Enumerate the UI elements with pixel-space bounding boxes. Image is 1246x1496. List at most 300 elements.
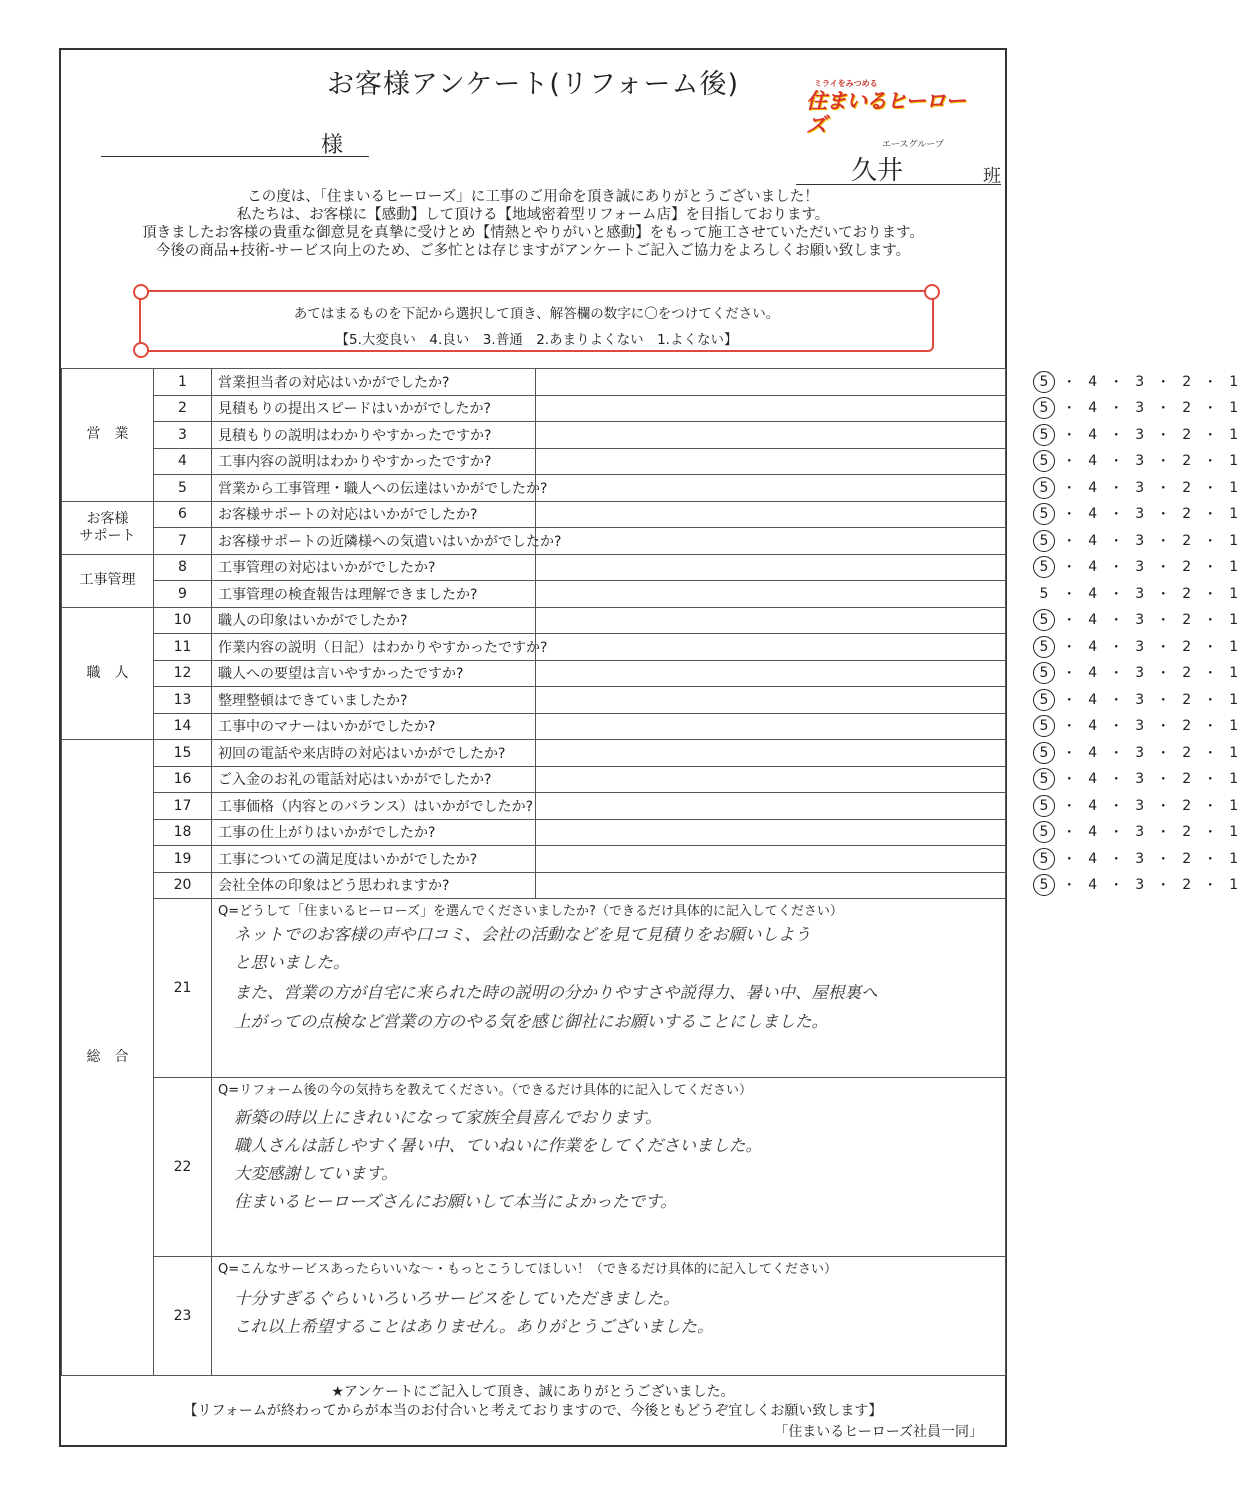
rating-option-3[interactable]: 3 <box>1135 771 1145 788</box>
question-number: 19 <box>154 846 212 873</box>
rating-option-3[interactable]: 3 <box>1135 612 1145 629</box>
rating-separator: ・ <box>1203 639 1218 656</box>
rating-options <box>1032 502 1246 528</box>
handwritten-answer: と思いました。 <box>234 953 350 972</box>
rating-separator: ・ <box>1203 825 1218 842</box>
question-text: 工事管理の対応はいかがでしたか? <box>212 554 536 581</box>
team-suffix: 班 <box>983 166 1001 187</box>
rating-option-2[interactable]: 2 <box>1182 479 1192 496</box>
question-text: 会社全体の印象はどう思われますか? <box>212 872 536 899</box>
rating-separator: ・ <box>1156 480 1171 497</box>
question-number: 4 <box>154 448 212 475</box>
table-row <box>62 740 1006 767</box>
question-text: お客様サポートの近隣様への気遣いはいかがでしたか? <box>212 528 536 555</box>
rating-separator: ・ <box>1156 878 1171 895</box>
rating-separator: ・ <box>1203 533 1218 550</box>
rating-option-1[interactable]: 1 <box>1229 638 1239 655</box>
rating-option-5[interactable]: 5 <box>1039 585 1049 602</box>
intro-line: 頂きましたお客様の貴重な御意見を真摯に受けとめ【情熱とやりがいと感動】をもって施工させていただいております。 <box>142 225 924 241</box>
rating-option-3[interactable]: 3 <box>1135 665 1145 682</box>
rating-option-3[interactable]: 3 <box>1135 691 1145 708</box>
rating-separator: ・ <box>1156 851 1171 868</box>
rating-option-3[interactable]: 3 <box>1135 400 1145 417</box>
category-support <box>62 501 154 554</box>
rating-separator: ・ <box>1109 586 1124 603</box>
rating-separator: ・ <box>1156 401 1171 418</box>
question-number: 2 <box>154 395 212 422</box>
rating-option-2[interactable]: 2 <box>1182 506 1192 523</box>
table-row <box>62 554 1006 581</box>
rating-separator: ・ <box>1062 374 1077 391</box>
rating-option-3[interactable]: 3 <box>1135 850 1145 867</box>
rating-separator: ・ <box>1156 560 1171 577</box>
rating-separator: ・ <box>1109 851 1124 868</box>
footer-signature: 「住まいるヒーローズ社員一同」 <box>774 1424 983 1440</box>
rating-option-2[interactable]: 2 <box>1182 400 1192 417</box>
rating-options <box>1032 661 1246 687</box>
rating-option-2[interactable]: 2 <box>1182 585 1192 602</box>
rating-separator: ・ <box>1109 666 1124 683</box>
rating-option-4[interactable]: 4 <box>1088 559 1098 576</box>
question-number: 11 <box>154 634 212 661</box>
intro-line: 今後の商品+技術-サービス向上のため、ご多忙とは存じますがアンケートご記入ご協力をよろしくお願い致します。 <box>155 243 911 259</box>
question-number: 8 <box>154 554 212 581</box>
table-row <box>62 819 1006 846</box>
rating-separator: ・ <box>1203 772 1218 789</box>
team-name: 久井 <box>851 156 904 186</box>
category-support-line1: お客様 <box>86 510 129 527</box>
question-text: 工事内容の説明はわかりやすかったですか? <box>212 448 536 475</box>
customer-suffix: 様 <box>321 133 344 158</box>
rating-separator: ・ <box>1062 586 1077 603</box>
rating-options <box>1032 846 1246 872</box>
rating-separator: ・ <box>1062 878 1077 895</box>
rating-separator: ・ <box>1203 374 1218 391</box>
rating-scale[interactable] <box>536 369 1239 396</box>
rating-option-5-circled[interactable]: 5 <box>1033 821 1055 843</box>
rating-separator: ・ <box>1109 878 1124 895</box>
rating-option-5-circled[interactable]: 5 <box>1033 636 1055 658</box>
rating-separator: ・ <box>1156 772 1171 789</box>
rating-scale[interactable] <box>536 846 1239 873</box>
rating-separator: ・ <box>1203 878 1218 895</box>
rating-separator: ・ <box>1156 613 1171 630</box>
rating-separator: ・ <box>1109 798 1124 815</box>
rating-scale[interactable] <box>536 766 1239 793</box>
rating-separator: ・ <box>1109 374 1124 391</box>
open-answer-cell[interactable] <box>212 899 1006 1078</box>
rating-option-5-circled[interactable]: 5 <box>1033 397 1055 419</box>
rating-separator: ・ <box>1156 666 1171 683</box>
rating-option-2[interactable]: 2 <box>1182 744 1192 761</box>
rating-separator: ・ <box>1156 507 1171 524</box>
rating-option-3[interactable]: 3 <box>1135 453 1145 470</box>
question-number: 12 <box>154 660 212 687</box>
rating-separator: ・ <box>1203 851 1218 868</box>
rating-option-3[interactable]: 3 <box>1135 718 1145 735</box>
rating-option-3[interactable]: 3 <box>1135 744 1145 761</box>
rating-options <box>1032 793 1246 819</box>
rating-option-5-circled[interactable]: 5 <box>1033 742 1055 764</box>
rating-option-1[interactable]: 1 <box>1229 585 1239 602</box>
rating-options <box>1032 581 1246 607</box>
logo-tagline: ミライをみつめる <box>814 79 878 88</box>
rating-option-5-circled[interactable]: 5 <box>1033 556 1055 578</box>
rating-option-4[interactable]: 4 <box>1088 479 1098 496</box>
rating-separator: ・ <box>1203 692 1218 709</box>
rating-separator: ・ <box>1062 427 1077 444</box>
rating-option-1[interactable]: 1 <box>1229 744 1239 761</box>
category-eigyo: 営 業 <box>62 369 154 502</box>
rating-scale[interactable] <box>536 554 1239 581</box>
rating-separator: ・ <box>1156 427 1171 444</box>
rating-option-1[interactable]: 1 <box>1229 453 1239 470</box>
rating-scale[interactable] <box>536 634 1239 661</box>
open-question-row <box>62 899 1006 1078</box>
rating-option-3[interactable]: 3 <box>1135 373 1145 390</box>
rating-option-1[interactable]: 1 <box>1229 877 1239 894</box>
question-number: 20 <box>154 872 212 899</box>
rating-scale[interactable] <box>536 448 1239 475</box>
open-question-label: Q=こんなサービスあったらいいな～・もっとこうしてほしい！（できるだけ具体的に記入してください） <box>218 1262 837 1277</box>
rating-scale[interactable] <box>536 740 1239 767</box>
question-text: 作業内容の説明（日記）はわかりやすかったですか? <box>212 634 536 661</box>
rating-options <box>1032 767 1246 793</box>
table-row <box>62 528 1006 555</box>
question-number: 5 <box>154 475 212 502</box>
rating-separator: ・ <box>1156 825 1171 842</box>
question-number: 7 <box>154 528 212 555</box>
rating-option-5-circled[interactable]: 5 <box>1033 715 1055 737</box>
rating-option-3[interactable]: 3 <box>1135 638 1145 655</box>
rating-option-4[interactable]: 4 <box>1088 532 1098 549</box>
rating-options <box>1032 873 1246 899</box>
rating-separator: ・ <box>1062 533 1077 550</box>
rating-option-3[interactable]: 3 <box>1135 426 1145 443</box>
rating-option-5-circled[interactable]: 5 <box>1033 768 1055 790</box>
rating-separator: ・ <box>1203 454 1218 471</box>
survey-table <box>61 368 1239 1376</box>
rating-option-4[interactable]: 4 <box>1088 585 1098 602</box>
question-number: 10 <box>154 607 212 634</box>
table-row <box>62 422 1006 449</box>
rating-option-2[interactable]: 2 <box>1182 824 1192 841</box>
rating-separator: ・ <box>1156 745 1171 762</box>
rating-option-1[interactable]: 1 <box>1229 479 1239 496</box>
rating-separator: ・ <box>1062 507 1077 524</box>
rating-option-5-circled[interactable]: 5 <box>1033 874 1055 896</box>
category-support-line2: サポート <box>79 527 136 544</box>
rating-separator: ・ <box>1109 825 1124 842</box>
logo-group: エースグループ <box>882 140 944 150</box>
rating-option-4[interactable]: 4 <box>1088 718 1098 735</box>
intro-line: この度は、「住まいるヒーローズ」に工事のご用命を頂き誠にありがとうございました！ <box>247 189 819 205</box>
rating-separator: ・ <box>1109 745 1124 762</box>
rating-options <box>1032 608 1246 634</box>
table-row <box>62 475 1006 502</box>
scroll-curl-icon <box>924 284 940 300</box>
rating-option-4[interactable]: 4 <box>1088 506 1098 523</box>
rating-option-5-circled[interactable]: 5 <box>1033 477 1055 499</box>
category-sogo: 総 合 <box>62 740 154 1376</box>
rating-separator: ・ <box>1109 613 1124 630</box>
footer-line-2: 【リフォームが終わってからが本当のお付合いと考えておりますので、今後ともどうぞ宜しくお願い致します】 <box>183 1403 883 1419</box>
rating-separator: ・ <box>1062 480 1077 497</box>
question-number: 18 <box>154 819 212 846</box>
rating-separator: ・ <box>1203 719 1218 736</box>
rating-option-3[interactable]: 3 <box>1135 877 1145 894</box>
rating-option-4[interactable]: 4 <box>1088 400 1098 417</box>
question-text: ご入金のお礼の電話対応はいかがでしたか? <box>212 766 536 793</box>
rating-option-4[interactable]: 4 <box>1088 612 1098 629</box>
rating-option-1[interactable]: 1 <box>1229 718 1239 735</box>
question-number: 3 <box>154 422 212 449</box>
question-number: 9 <box>154 581 212 608</box>
rating-options <box>1032 714 1246 740</box>
rating-option-2[interactable]: 2 <box>1182 665 1192 682</box>
rating-option-3[interactable]: 3 <box>1135 559 1145 576</box>
rating-option-1[interactable]: 1 <box>1229 373 1239 390</box>
category-koji: 工事管理 <box>62 554 154 607</box>
rating-option-5-circled[interactable]: 5 <box>1033 424 1055 446</box>
handwritten-answer: これ以上希望することはありません。ありがとうございました。 <box>234 1317 714 1336</box>
rating-separator: ・ <box>1203 613 1218 630</box>
rating-scale[interactable] <box>536 872 1239 899</box>
question-number: 6 <box>154 501 212 528</box>
rating-option-1[interactable]: 1 <box>1229 506 1239 523</box>
rating-options <box>1032 422 1246 448</box>
rating-separator: ・ <box>1203 586 1218 603</box>
open-answer-cell[interactable] <box>212 1257 1006 1376</box>
handwritten-answer: 大変感謝しています。 <box>234 1164 398 1183</box>
rating-separator: ・ <box>1062 401 1077 418</box>
survey-sheet <box>59 48 1239 1447</box>
rating-options <box>1032 740 1246 766</box>
question-number: 1 <box>154 369 212 396</box>
rating-separator: ・ <box>1203 401 1218 418</box>
question-number: 16 <box>154 766 212 793</box>
footer-line-1: ★アンケートにご記入して頂き、誠にありがとうございました。 <box>331 1384 735 1400</box>
rating-option-1[interactable]: 1 <box>1229 426 1239 443</box>
rating-option-2[interactable]: 2 <box>1182 691 1192 708</box>
rating-option-3[interactable]: 3 <box>1135 506 1145 523</box>
rating-options <box>1032 820 1246 846</box>
table-row <box>62 687 1006 714</box>
table-row <box>62 448 1006 475</box>
rating-option-2[interactable]: 2 <box>1182 612 1192 629</box>
rating-option-3[interactable]: 3 <box>1135 585 1145 602</box>
footer <box>61 1383 1005 1421</box>
rating-scale[interactable] <box>536 607 1239 634</box>
rating-separator: ・ <box>1156 586 1171 603</box>
rating-option-4[interactable]: 4 <box>1088 850 1098 867</box>
handwritten-answer: ネットでのお客様の声や口コミ、会社の活動などを見て見積りをお願いしよう <box>234 925 811 944</box>
rating-option-5-circled[interactable]: 5 <box>1033 530 1055 552</box>
question-text: 職人への要望は言いやすかったですか? <box>212 660 536 687</box>
rating-option-2[interactable]: 2 <box>1182 771 1192 788</box>
handwritten-answer: また、営業の方が自宅に来られた時の説明の分かりやすさや説得力、暑い中、屋根裏へ <box>234 983 878 1002</box>
rating-separator: ・ <box>1109 480 1124 497</box>
rating-separator: ・ <box>1203 427 1218 444</box>
rating-option-5-circled[interactable]: 5 <box>1033 609 1055 631</box>
rating-separator: ・ <box>1203 798 1218 815</box>
rating-option-1[interactable]: 1 <box>1229 532 1239 549</box>
rating-option-5-circled[interactable]: 5 <box>1033 689 1055 711</box>
rating-scale[interactable] <box>536 501 1239 528</box>
rating-option-4[interactable]: 4 <box>1088 877 1098 894</box>
customer-name-line <box>101 156 369 157</box>
open-question-row <box>62 1078 1006 1257</box>
handwritten-answer: 十分すぎるぐらいいろいろサービスをしていただきました。 <box>234 1289 680 1308</box>
rating-scale[interactable] <box>536 528 1239 555</box>
table-row <box>62 634 1006 661</box>
rating-separator: ・ <box>1109 507 1124 524</box>
rating-option-1[interactable]: 1 <box>1229 400 1239 417</box>
rating-scale[interactable] <box>536 422 1239 449</box>
rating-option-4[interactable]: 4 <box>1088 824 1098 841</box>
open-answer-cell[interactable] <box>212 1078 1006 1257</box>
rating-option-5-circled[interactable]: 5 <box>1033 795 1055 817</box>
rating-options <box>1032 449 1246 475</box>
question-number: 17 <box>154 793 212 820</box>
rating-separator: ・ <box>1109 401 1124 418</box>
question-number: 14 <box>154 713 212 740</box>
rating-scale[interactable] <box>536 687 1239 714</box>
table-row <box>62 581 1006 608</box>
rating-separator: ・ <box>1203 507 1218 524</box>
rating-option-3[interactable]: 3 <box>1135 532 1145 549</box>
rating-separator: ・ <box>1203 480 1218 497</box>
rating-separator: ・ <box>1062 560 1077 577</box>
scroll-curl-icon <box>133 284 149 300</box>
rating-option-4[interactable]: 4 <box>1088 373 1098 390</box>
rating-option-1[interactable]: 1 <box>1229 559 1239 576</box>
rating-option-2[interactable]: 2 <box>1182 877 1192 894</box>
table-row <box>62 793 1006 820</box>
page-title: お客様アンケート(リフォーム後) <box>326 69 740 100</box>
rating-separator: ・ <box>1203 666 1218 683</box>
rating-scale[interactable] <box>536 475 1239 502</box>
rating-separator: ・ <box>1062 613 1077 630</box>
question-text: 見積もりの説明はわかりやすかったですか? <box>212 422 536 449</box>
intro-line: 私たちは、お客様に【感動】して頂ける【地域密着型リフォーム店】を目指しております。 <box>236 207 830 223</box>
rating-option-5-circled[interactable]: 5 <box>1033 662 1055 684</box>
question-text: 見積もりの提出スピードはいかがでしたか? <box>212 395 536 422</box>
rating-option-4[interactable]: 4 <box>1088 426 1098 443</box>
rating-separator: ・ <box>1062 851 1077 868</box>
table-row <box>62 369 1006 396</box>
rating-option-1[interactable]: 1 <box>1229 665 1239 682</box>
rating-separator: ・ <box>1062 454 1077 471</box>
logo-brand: 住まいるヒーローズ <box>806 89 966 137</box>
rating-option-2[interactable]: 2 <box>1182 532 1192 549</box>
team-name-line <box>796 184 1001 185</box>
table-row <box>62 660 1006 687</box>
rating-separator: ・ <box>1203 560 1218 577</box>
rating-options <box>1032 528 1246 554</box>
rating-option-4[interactable]: 4 <box>1088 638 1098 655</box>
rating-separator: ・ <box>1062 798 1077 815</box>
rating-scale[interactable] <box>536 713 1239 740</box>
rating-option-4[interactable]: 4 <box>1088 771 1098 788</box>
table-row <box>62 713 1006 740</box>
rating-scale[interactable] <box>536 819 1239 846</box>
question-text: 工事価格（内容とのバランス）はいかがでしたか? <box>212 793 536 820</box>
question-text: 工事についての満足度はいかがでしたか? <box>212 846 536 873</box>
rating-option-4[interactable]: 4 <box>1088 665 1098 682</box>
rating-option-5-circled[interactable]: 5 <box>1033 450 1055 472</box>
rating-options <box>1032 634 1246 660</box>
rating-option-5-circled[interactable]: 5 <box>1033 848 1055 870</box>
table-row <box>62 395 1006 422</box>
intro-text <box>61 188 1005 260</box>
rating-separator: ・ <box>1156 454 1171 471</box>
rating-option-1[interactable]: 1 <box>1229 850 1239 867</box>
rating-option-4[interactable]: 4 <box>1088 797 1098 814</box>
open-question-label: Q=リフォーム後の今の気持ちを教えてください。（できるだけ具体的に記入してください） <box>218 1083 752 1098</box>
rating-option-5-circled[interactable]: 5 <box>1033 503 1055 525</box>
question-text: 営業担当者の対応はいかがでしたか? <box>212 369 536 396</box>
rating-option-1[interactable]: 1 <box>1229 824 1239 841</box>
rating-option-1[interactable]: 1 <box>1229 612 1239 629</box>
handwritten-answer: 住まいるヒーローズさんにお願いして本当によかったです。 <box>234 1192 677 1211</box>
rating-option-3[interactable]: 3 <box>1135 797 1145 814</box>
question-text: 初回の電話や来店時の対応はいかがでしたか? <box>212 740 536 767</box>
rating-option-3[interactable]: 3 <box>1135 479 1145 496</box>
handwritten-answer: 新築の時以上にきれいになって家族全員喜んでおります。 <box>234 1108 662 1127</box>
rating-option-2[interactable]: 2 <box>1182 426 1192 443</box>
rating-separator: ・ <box>1203 745 1218 762</box>
rating-option-4[interactable]: 4 <box>1088 453 1098 470</box>
question-number: 13 <box>154 687 212 714</box>
question-number: 15 <box>154 740 212 767</box>
rating-scale[interactable] <box>536 793 1239 820</box>
question-text: 工事中のマナーはいかがでしたか? <box>212 713 536 740</box>
table-row <box>62 846 1006 873</box>
rating-option-5-circled[interactable]: 5 <box>1033 371 1055 393</box>
company-logo <box>806 78 966 150</box>
rating-separator: ・ <box>1062 666 1077 683</box>
rating-option-2[interactable]: 2 <box>1182 453 1192 470</box>
rating-option-4[interactable]: 4 <box>1088 691 1098 708</box>
question-text: 営業から工事管理・職人への伝達はいかがでしたか? <box>212 475 536 502</box>
rating-option-1[interactable]: 1 <box>1229 691 1239 708</box>
question-number: 23 <box>154 1257 212 1376</box>
rating-option-2[interactable]: 2 <box>1182 797 1192 814</box>
instruction-line-2: 【5.大変良い 4.良い 3.普通 2.あまりよくない 1.よくない】 <box>335 332 738 348</box>
rating-option-2[interactable]: 2 <box>1182 559 1192 576</box>
rating-scale[interactable] <box>536 660 1239 687</box>
rating-option-1[interactable]: 1 <box>1229 771 1239 788</box>
rating-option-2[interactable]: 2 <box>1182 638 1192 655</box>
rating-separator: ・ <box>1109 719 1124 736</box>
rating-option-2[interactable]: 2 <box>1182 850 1192 867</box>
rating-option-2[interactable]: 2 <box>1182 373 1192 390</box>
rating-option-1[interactable]: 1 <box>1229 797 1239 814</box>
rating-option-2[interactable]: 2 <box>1182 718 1192 735</box>
rating-scale[interactable] <box>536 581 1239 608</box>
question-text: 整理整頓はできていましたか? <box>212 687 536 714</box>
rating-separator: ・ <box>1109 772 1124 789</box>
rating-separator: ・ <box>1062 719 1077 736</box>
category-shokunin: 職 人 <box>62 607 154 740</box>
rating-option-4[interactable]: 4 <box>1088 744 1098 761</box>
rating-options <box>1032 369 1246 395</box>
rating-separator: ・ <box>1109 533 1124 550</box>
rating-scale[interactable] <box>536 395 1239 422</box>
rating-option-3[interactable]: 3 <box>1135 824 1145 841</box>
question-number: 22 <box>154 1078 212 1257</box>
